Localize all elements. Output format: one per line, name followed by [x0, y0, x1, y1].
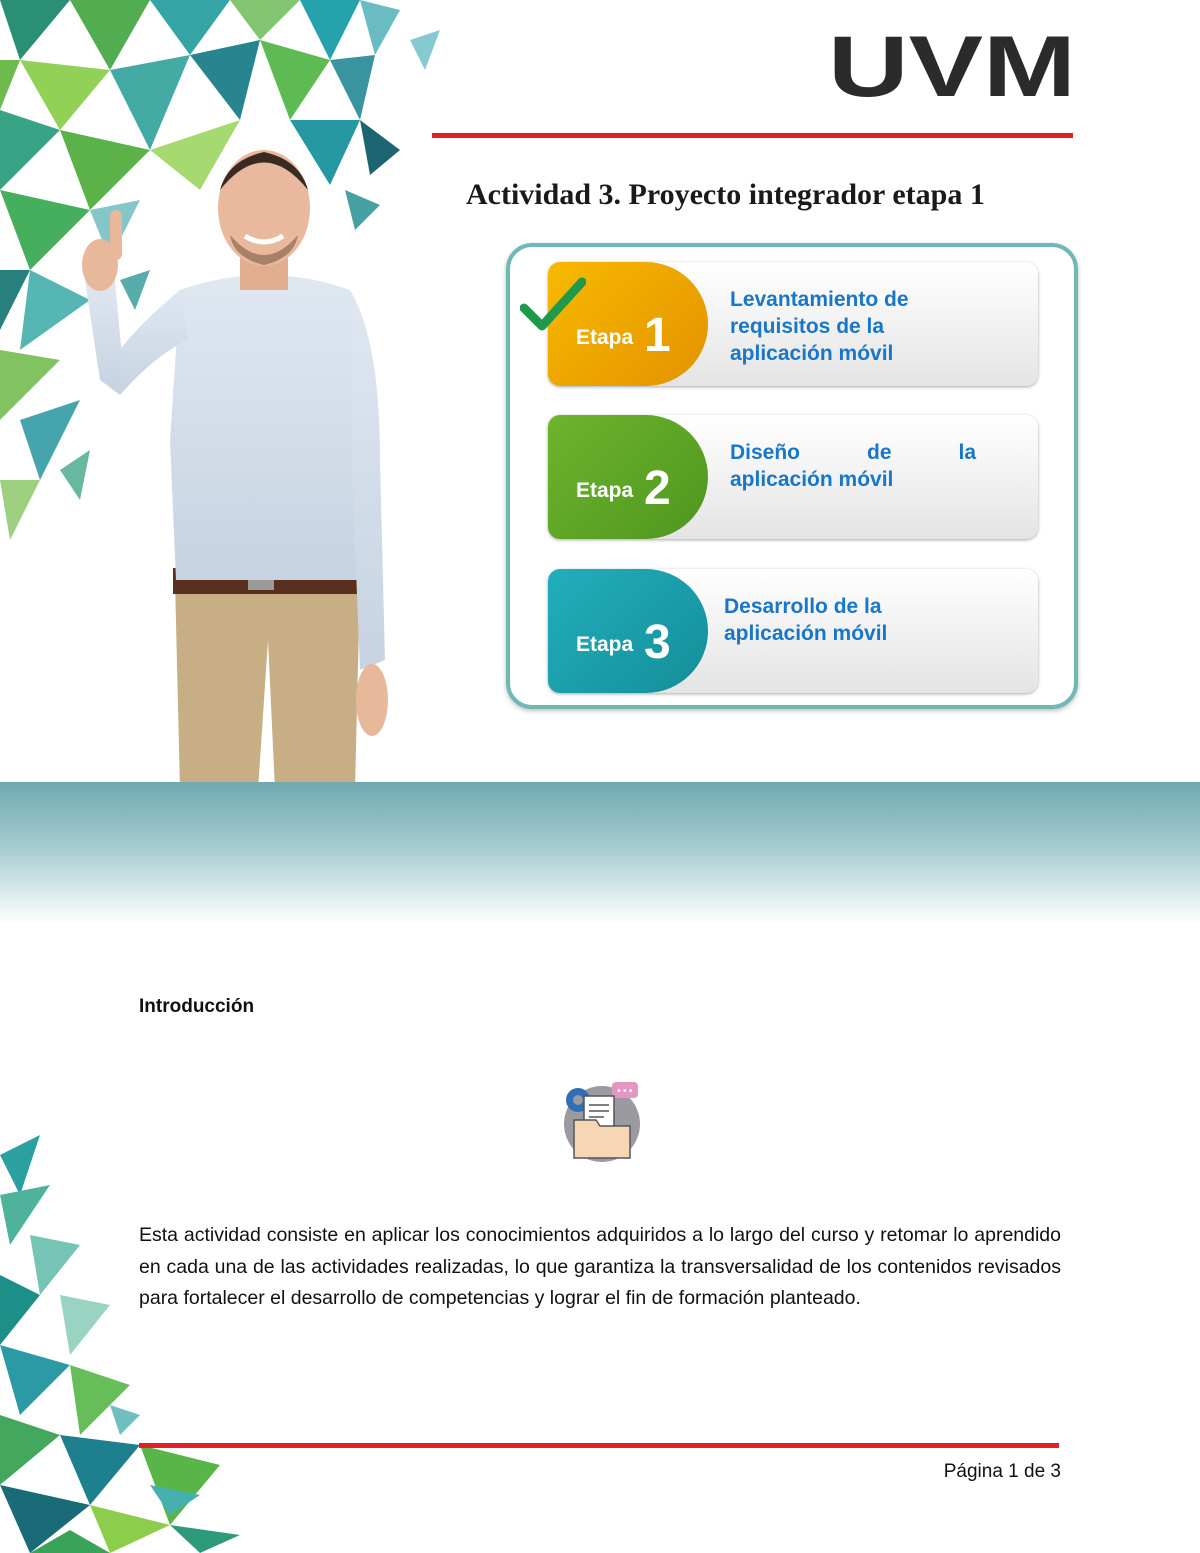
stage-badge-3 — [548, 569, 708, 693]
stage-text-line: aplicación móvil — [730, 468, 894, 491]
stage-number: 2 — [644, 462, 671, 515]
stage-label: Etapa — [576, 479, 634, 502]
stage-label: Etapa — [576, 633, 634, 656]
stage-number: 1 — [644, 309, 671, 362]
stage-badge-2 — [548, 415, 708, 539]
stage-description — [730, 439, 976, 493]
stage-card-1 — [548, 262, 1038, 386]
header-red-rule — [432, 133, 1073, 138]
page-number: Página 1 de 3 — [943, 1461, 1061, 1482]
teal-banner — [0, 782, 1200, 924]
svg-text:•••: ••• — [616, 1086, 634, 1097]
stage-text-line: aplicación móvil — [730, 342, 894, 365]
stage-text-line: aplicación móvil — [724, 622, 888, 645]
intro-heading: Introducción — [139, 996, 255, 1017]
page-title: Actividad 3. Proyecto integrador etapa 1 — [466, 178, 985, 211]
person-pointing-photo — [80, 140, 440, 790]
stage-text-line: Desarrollo de la — [724, 595, 882, 618]
uvm-logo — [828, 28, 1076, 106]
stage-text-line: requisitos de la — [730, 315, 885, 338]
stage-text-line: Levantamiento de — [730, 288, 909, 311]
stage-text-line: Diseño de la — [730, 441, 976, 464]
stage-description — [724, 593, 970, 647]
stages-panel — [506, 243, 1078, 709]
checkmark-icon — [520, 276, 586, 334]
stage-label: Etapa — [576, 326, 634, 349]
stage-number: 3 — [644, 616, 671, 669]
document-folder-gear-chat-icon — [560, 1078, 644, 1162]
stage-description — [730, 286, 976, 367]
stage-card-2 — [548, 415, 1038, 539]
footer-red-rule — [139, 1443, 1059, 1448]
svg-text:UVM: UVM — [828, 28, 1076, 106]
stage-card-3 — [548, 569, 1038, 693]
decorative-triangles-bottom — [0, 1135, 260, 1553]
intro-body: Esta actividad consiste en aplicar los conocimientos adquiridos a lo largo del curso y retomar lo aprendido en cada una de las actividades realizadas, lo que garantiza la transversalidad de los contenidos revisados para fortalecer el desarrollo de competencias y lograr el fin de formación planteado. — [139, 1224, 1061, 1309]
